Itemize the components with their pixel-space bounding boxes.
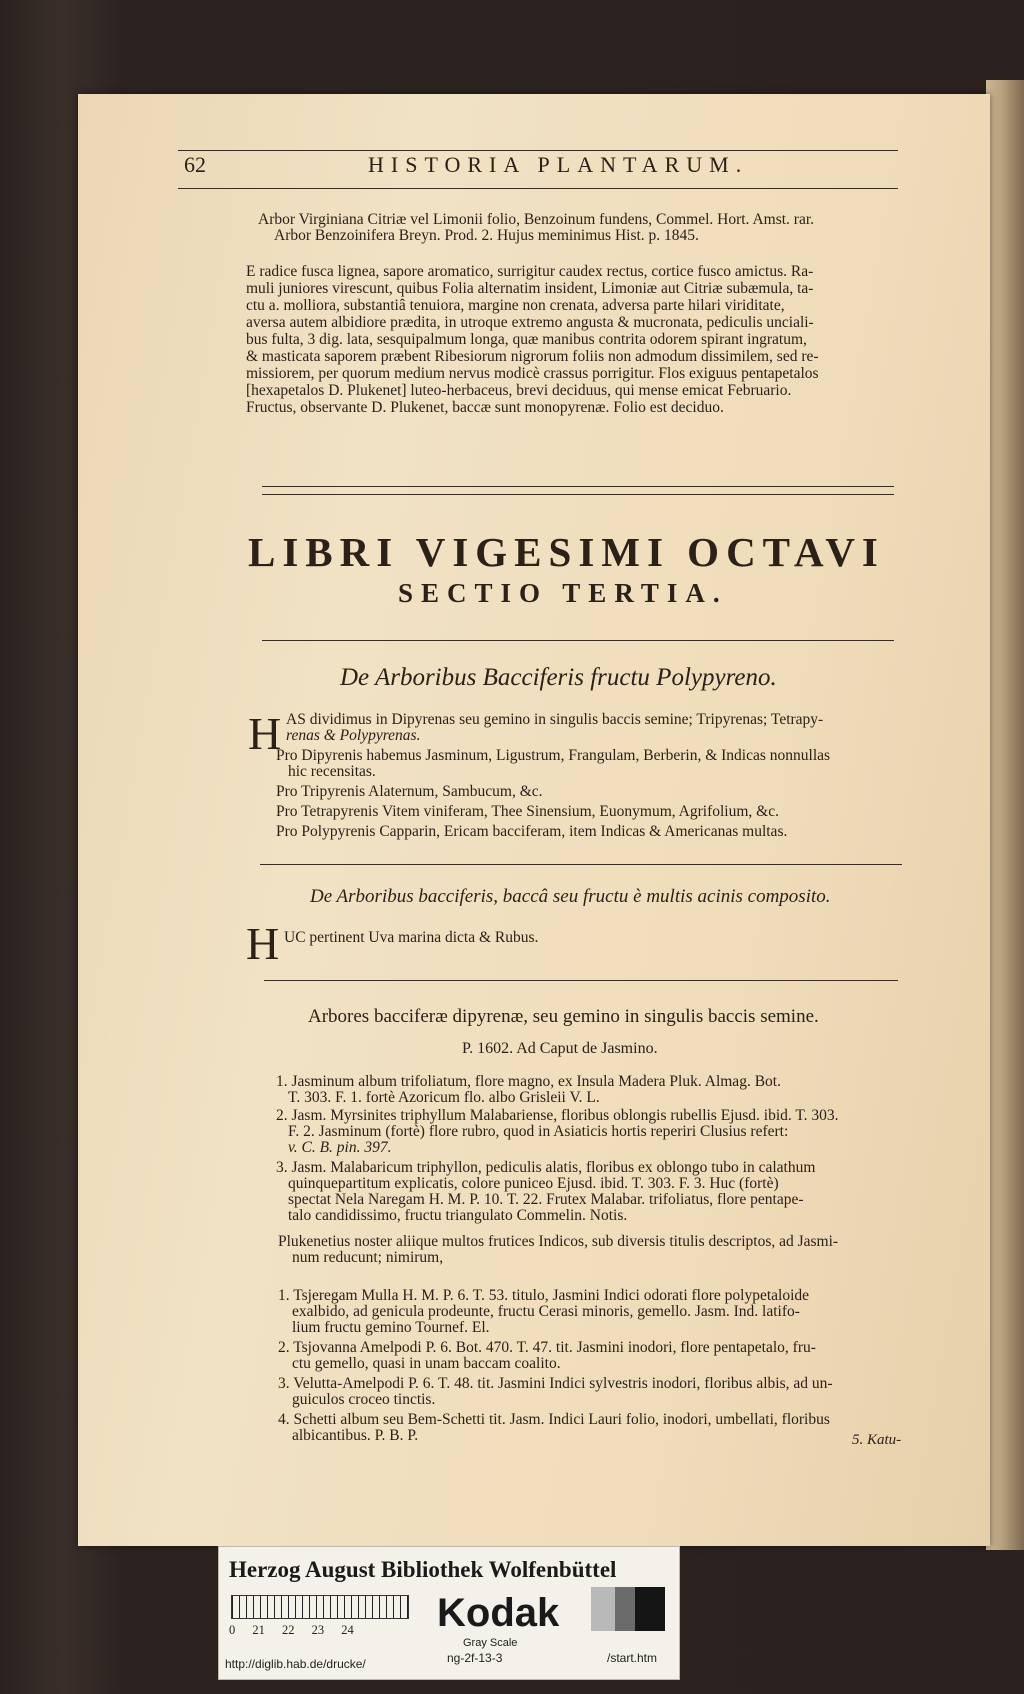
- gray-scale-label: Gray Scale: [463, 1637, 518, 1649]
- indian-line-5: ctu gemello, quasi in unam baccam coalito.: [292, 1355, 561, 1372]
- kodak-logo: Kodak: [437, 1591, 560, 1635]
- jasmine-line-9: talo candidissimo, fructu triangulato Commelin. Notis.: [288, 1207, 628, 1224]
- jasmine-line-7: quinquepartitum explicatis, colore puniceo Ejusd. ibid. T. 303. F. 3. Huc (fortè): [288, 1175, 779, 1192]
- header-rule-bottom: [178, 188, 898, 189]
- running-head: HISTORIA PLANTARUM.: [368, 152, 749, 177]
- huc-line: UC pertinent Uva marina dicta & Rubus.: [284, 929, 539, 946]
- dipyrenae-rule: [264, 980, 898, 981]
- next-page-edge: [986, 80, 1024, 1550]
- section-title: SECTIO TERTIA.: [398, 578, 728, 608]
- jasmine-line-8: spectat Nela Naregam H. M. P. 10. T. 22. Frutex Malabar. trifoliatus, flore pentape-: [288, 1191, 804, 1208]
- url-base: http://diglib.hab.de/drucke/: [225, 1657, 366, 1671]
- jasmine-line-4: F. 2. Jasminum (fortè) flore rubro, quod in Asiaticis hortis reperiri Clusius refert:: [288, 1123, 789, 1140]
- jasmine-line-3: 2. Jasm. Myrsinites triphyllum Malabariense, floribus oblongis rubellis Ejusd. ibid. T. 303.: [276, 1107, 839, 1124]
- header-rule-top: [178, 150, 898, 151]
- book-page: [78, 94, 990, 1546]
- desc-line-1: E radice fusca lignea, sapore aromatico, surrigitur caudex rectus, cortice fusco amictus. Ra-: [246, 263, 814, 280]
- indian-line-6: 3. Velutta-Amelpodi P. 6. T. 48. tit. Jasmini Indici sylvestris inodori, floribus albis, ad un-: [278, 1375, 833, 1392]
- indian-line-2: exalbido, ad genicula prodeunte, fructu Cerasi minoris, gemello. Jasm. Ind. latifo-: [292, 1303, 800, 1320]
- desc-line-7: missiorem, per quorum medium nervus modicè crassus porrigitur. Flos exiguus pentapetalos: [246, 365, 819, 382]
- shelf-signature: ng-2f-13-3: [447, 1651, 503, 1665]
- jasmine-line-6: 3. Jasm. Malabaricum triphyllon, pediculis alatis, floribus ex oblongo tubo in calathum: [276, 1159, 816, 1176]
- book-title: LIBRI VIGESIMI OCTAVI: [248, 529, 885, 575]
- jasmine-line-2: T. 303. F. 1. fortè Azoricum flo. albo Grisleii V. L.: [288, 1089, 600, 1106]
- intro-line-2: Arbor Benzoinifera Breyn. Prod. 2. Hujus meminimus Hist. p. 1845.: [274, 227, 699, 244]
- division-line-6: Pro Tetrapyrenis Vitem viniferam, Thee Sinensium, Euonymum, Agrifolium, &c.: [276, 803, 779, 820]
- indian-line-9: albicantibus. P. B. P.: [292, 1427, 419, 1444]
- ruler-scale: [231, 1595, 409, 1619]
- division-line-3: Pro Dipyrenis habemus Jasminum, Ligustrum, Frangulam, Berberin, & Indicas nonnullas: [276, 747, 831, 764]
- desc-line-5: bus fulta, 3 dig. lata, sesquipalmum longa, quæ manibus contrita odorem spirant ingratum,: [246, 331, 807, 348]
- division-line-2: renas & Polypyrenas.: [286, 727, 421, 744]
- indian-line-7: guiculos croceo tinctis.: [292, 1391, 436, 1408]
- plukenet-line-2: num reducunt; nimirum,: [292, 1249, 444, 1266]
- ruler-numbers: 0 21 22 23 24: [229, 1623, 354, 1637]
- division-line-4: hic recensitas.: [288, 763, 376, 780]
- desc-line-2: muli juniores virescunt, quibus Folia alternatim insident, Limoniæ aut Citriæ subæmula, ta-: [246, 280, 814, 297]
- desc-line-3: ctu a. molliora, substantiâ tenuiora, margine non crenata, adversa parte hilari viriditate,: [246, 297, 785, 314]
- page-number: 62: [184, 152, 206, 177]
- indian-line-3: lium fructu gemino Tournef. El.: [292, 1319, 490, 1336]
- desc-line-8: [hexapetalos D. Plukenet] luteo-herbaceus, brevi deciduus, qui mense emicat Februario.: [246, 382, 792, 399]
- indian-line-1: 1. Tsjeregam Mulla H. M. P. 6. T. 53. titulo, Jasmini Indici odorati flore polypetaloide: [278, 1287, 810, 1304]
- dropcap-h-2: H: [246, 918, 280, 969]
- url-end: /start.htm: [607, 1651, 658, 1665]
- division-line-7: Pro Polypyrenis Capparin, Ericam bacciferam, item Indicas & Americanas multas.: [276, 823, 788, 840]
- reference-line: P. 1602. Ad Caput de Jasmino.: [462, 1040, 658, 1057]
- subsection-rule: [260, 864, 902, 865]
- library-scan-label: [218, 1546, 680, 1680]
- gray-swatch-mid: [615, 1587, 635, 1631]
- desc-line-6: & masticata saporem præbent Ribesiorum nigrorum foliis non admodum dissimilem, sed re-: [246, 348, 819, 365]
- gray-swatch-dark: [635, 1587, 665, 1631]
- title-rule-top-2: [262, 494, 894, 495]
- section-rule: [262, 640, 894, 641]
- intro-line-1: Arbor Virginiana Citriæ vel Limonii folio, Benzoinum fundens, Commel. Hort. Amst. rar.: [258, 211, 815, 228]
- plukenet-line-1: Plukenetius noster aliique multos frutices Indicos, sub diversis titulis descriptos, ad Jasmi-: [278, 1233, 839, 1250]
- catchword: 5. Katu-: [852, 1432, 902, 1448]
- jasmine-line-1: 1. Jasminum album trifoliatum, flore magno, ex Insula Madera Pluk. Almag. Bot.: [276, 1073, 781, 1090]
- indian-line-8: 4. Schetti album seu Bem-Schetti tit. Jasm. Indici Lauri folio, inodori, umbellati, floribus: [278, 1411, 830, 1428]
- gray-swatch-light: [591, 1587, 615, 1631]
- dipyrenae-heading: Arbores bacciferæ dipyrenæ, seu gemino in singulis baccis semine.: [308, 1006, 819, 1027]
- indian-line-4: 2. Tsjovanna Amelpodi P. 6. Bot. 470. T. 47. tit. Jasmini inodori, flore pentapetalo, fru-: [278, 1339, 816, 1356]
- jasmine-line-5: v. C. B. pin. 397.: [288, 1139, 392, 1156]
- library-title: Herzog August Bibliothek Wolfenbüttel: [229, 1557, 617, 1582]
- subsection-heading: De Arboribus bacciferis, baccâ seu fructu è multis acinis composito.: [310, 886, 831, 907]
- dropcap-h-1: H: [248, 708, 282, 759]
- title-rule-top: [262, 486, 894, 487]
- division-line-5: Pro Tripyrenis Alaternum, Sambucum, &c.: [276, 783, 543, 800]
- division-line-1: AS dividimus in Dipyrenas seu gemino in singulis baccis semine; Tripyrenas; Tetrapy-: [286, 711, 824, 728]
- section-heading: De Arboribus Bacciferis fructu Polypyreno.: [340, 664, 777, 691]
- desc-line-4: aversa autem albidiore prædita, in utroque extremo angusta & mucronata, pediculis unciali-: [246, 314, 814, 331]
- desc-line-9: Fructus, observante D. Plukenet, baccæ sunt monopyrenæ. Folio est deciduo.: [246, 399, 724, 416]
